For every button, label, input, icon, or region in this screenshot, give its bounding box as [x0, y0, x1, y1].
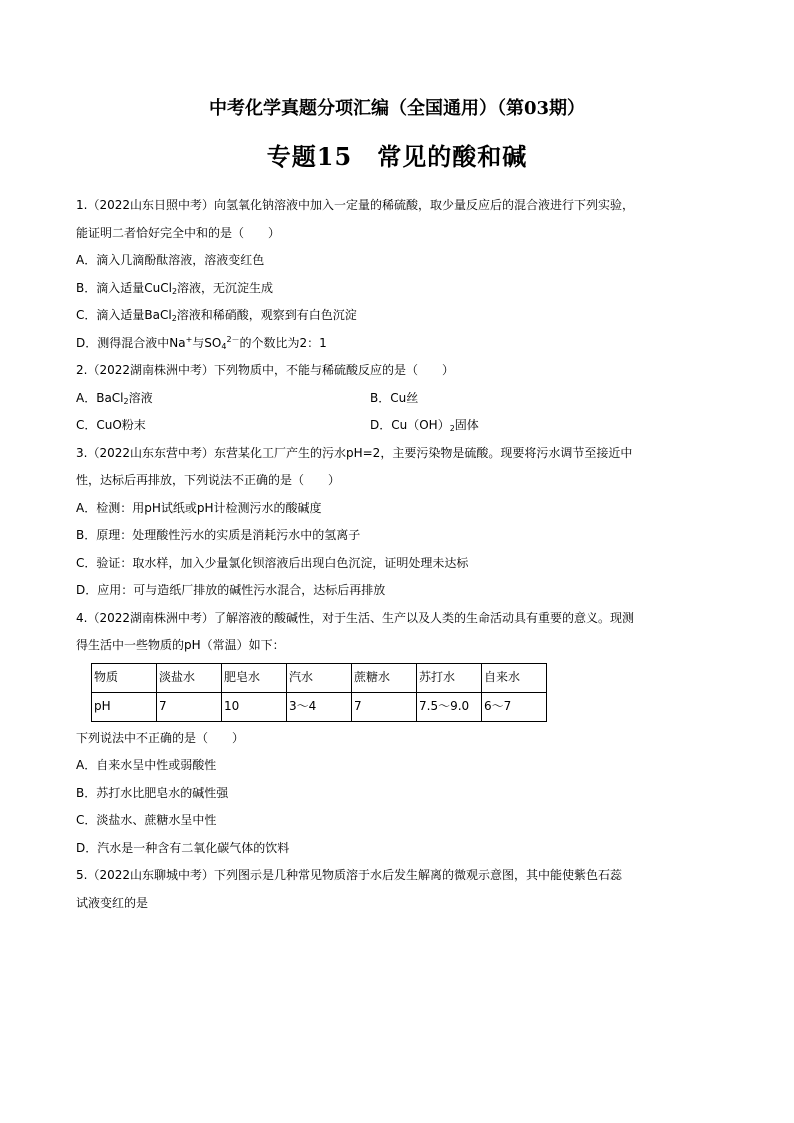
q1-stem-line1: 1.（2022山东日照中考）向氢氧化钠溶液中加入一定量的稀硫酸，取少量反应后的混合液进行下列实验， — [76, 198, 634, 212]
table-cell: 淡盐水 — [157, 663, 222, 692]
q2-options-row2 — [76, 412, 726, 440]
table-cell: pH — [92, 692, 157, 721]
table-cell: 苏打水 — [417, 663, 482, 692]
q1-option-c: C．滴入适量BaCl$_2$溶液和稀硝酸，观察到有白色沉淀 — [76, 308, 357, 323]
table-cell: 汽水 — [287, 663, 352, 692]
q3-option-b: B．原理：处理酸性污水的实质是消耗污水中的氢离子 — [76, 528, 361, 542]
q1-option-d: D．测得混合液中Na+与$SO_4^{2-}$的个数比为2：1 — [76, 334, 327, 351]
q2-stem: 2.（2022湖南株洲中考）下列物质中，不能与稀硫酸反应的是（ ） — [76, 363, 454, 377]
q3-stem-line1: 3.（2022山东东营中考）东营某化工厂产生的污水pH=2，主要污染物是硫酸。现要将污水调节至接近中 — [76, 445, 633, 460]
table-cell: 7 — [157, 692, 222, 721]
q4-option-b: B．苏打水比肥皂水的碱性强 — [76, 785, 229, 800]
table-cell: 6～7 — [482, 692, 547, 721]
q5-stem-line2: 试液变红的是 — [76, 895, 149, 910]
q2-option-b: B．Cu丝 — [370, 390, 419, 405]
series-title: 中考化学真题分项汇编（全国通用）（第03期） — [208, 98, 586, 119]
topic-title: 专题15 常见的酸和碱 — [266, 142, 528, 171]
table-cell: 7 — [352, 692, 417, 721]
q4-option-c: C．淡盐水、蔗糖水呈中性 — [76, 813, 217, 827]
table-cell: 肥皂水 — [222, 663, 287, 692]
q4-stem-line2: 得生活中一些物质的pH（常温）如下： — [76, 638, 285, 652]
q4-after-table: 下列说法中不正确的是（ ） — [76, 730, 245, 745]
q4-stem-line1: 4.（2022湖南株洲中考）了解溶液的酸碱性，对于生活、生产以及人类的生命活动具有重要的意义。现测 — [76, 610, 634, 625]
q3-option-c: C．验证：取水样，加入少量氯化钡溶液后出现白色沉淀，证明处理未达标 — [76, 555, 469, 570]
ph-table-header-row — [92, 663, 547, 692]
q4-option-d: D．汽水是一种含有二氧化碳气体的饮料 — [76, 840, 290, 855]
table-cell: 3～4 — [287, 692, 352, 721]
q2-options-row1 — [76, 385, 726, 413]
q5-stem-line1: 5.（2022山东聊城中考）下列图示是几种常见物质溶于水后发生解离的微观示意图，其中能使紫色石蕊 — [76, 868, 622, 882]
q3-option-d: D．应用：可与造纸厂排放的碱性污水混合，达标后再排放 — [76, 583, 386, 597]
q2-option-d: D．$Cu(OH)_2$固体 — [370, 418, 479, 433]
q3-stem-line2: 性，达标后再排放，下列说法不正确的是（ ） — [76, 473, 341, 487]
q1-stem-line2: 能证明二者恰好完全中和的是（ ） — [76, 225, 281, 240]
q2-option-a: A．BaCl$_2$溶液 — [76, 390, 153, 406]
table-cell: 物质 — [92, 663, 157, 692]
q3-option-a: A．检测：用pH试纸或pH计检测污水的酸碱度 — [76, 500, 322, 515]
q1-option-b: B．滴入适量CuCl$_2$溶液，无沉淀生成 — [76, 280, 274, 296]
ph-table-value-row — [92, 692, 547, 721]
ph-table — [91, 663, 547, 722]
q4-option-a: A．自来水呈中性或弱酸性 — [76, 758, 217, 772]
table-cell: 7.5～9.0 — [417, 692, 482, 721]
table-cell: 蔗糖水 — [352, 663, 417, 692]
table-cell: 自来水 — [482, 663, 547, 692]
table-cell: 10 — [222, 692, 287, 721]
question-content — [76, 192, 726, 917]
q1-option-a: A．滴入几滴酚酞溶液，溶液变红色 — [76, 253, 265, 267]
q2-option-c: C．CuO粉末 — [76, 418, 146, 432]
